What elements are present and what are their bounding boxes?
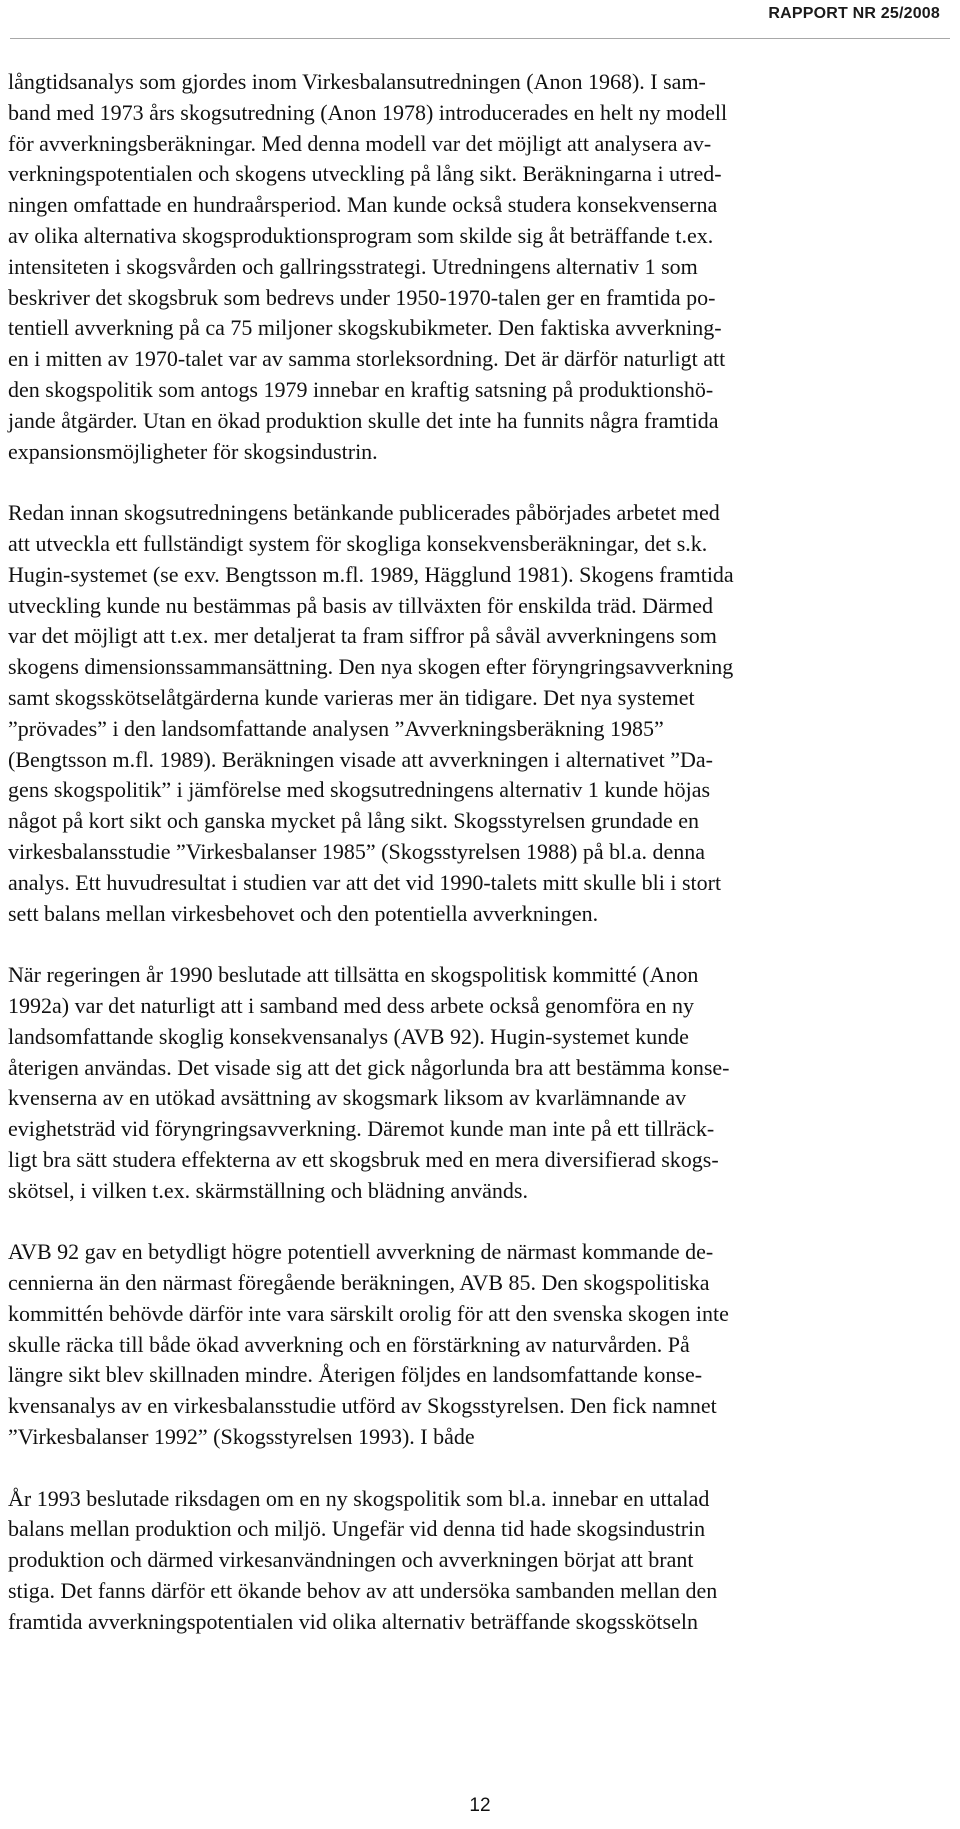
- text-line: ningen omfattade en hundraårsperiod. Man kunde också studera konsekvenserna: [8, 192, 718, 218]
- text-line: längre sikt blev skillnaden mindre. Återigen följdes en landsomfattande konse-: [8, 1362, 703, 1388]
- text-line: ”Virkesbalanser 1992” (Skogsstyrelsen 1993). I både: [8, 1424, 475, 1450]
- text-line: ”prövades” i den landsomfattande analysen ”Avverkningsberäkning 1985”: [8, 715, 664, 741]
- text-line: intensiteten i skogsvården och gallringsstrategi. Utredningens alternativ 1 som: [8, 253, 698, 279]
- text-line: cennierna än den närmast föregående beräkningen, AVB 85. Den skogspolitiska: [8, 1270, 710, 1296]
- text-line: samt skogsskötselåtgärderna kunde varieras mer än tidigare. Det nya systemet: [8, 684, 695, 710]
- text-line: skötsel, i vilken t.ex. skärmställning och blädning används.: [8, 1177, 528, 1203]
- body-text: [8, 67, 948, 1638]
- text-line: band med 1973 års skogsutredning (Anon 1978) introducerades en helt ny modell: [8, 99, 728, 125]
- text-line: virkesbalansstudie ”Virkesbalanser 1985” (Skogsstyrelsen 1988) på bl.a. denna: [8, 838, 705, 864]
- text-line: Redan innan skogsutredningens betänkande publicerades påbörjades arbetet med: [8, 500, 720, 526]
- text-line: När regeringen år 1990 beslutade att tillsätta en skogspolitisk kommitté (Anon: [8, 962, 699, 988]
- text-line: för avverkningsberäkningar. Med denna modell var det möjligt att analysera av-: [8, 130, 712, 156]
- text-line: skogens dimensionssammansättning. Den nya skogen efter föryngringsavverkning: [8, 654, 734, 680]
- text-line: att utveckla ett fullständigt system för skogliga konsekvensberäkningar, det s.k.: [8, 530, 708, 556]
- text-line: gens skogspolitik” i jämförelse med skogsutredningens alternativ 1 kunde höjas: [8, 777, 711, 803]
- text-line: AVB 92 gav en betydligt högre potentiell avverkning de närmast kommande de-: [8, 1239, 714, 1265]
- paragraph: [8, 1484, 948, 1638]
- text-line: var det möjligt att t.ex. mer detaljerat ta fram siffror på såväl avverkningens som: [8, 623, 717, 649]
- text-line: (Bengtsson m.fl. 1989). Beräkningen visade att avverkningen i alternativet ”Da-: [8, 746, 714, 772]
- text-line: långtidsanalys som gjordes inom Virkesbalansutredningen (Anon 1968). I sam-: [8, 69, 706, 94]
- text-line: analys. Ett huvudresultat i studien var att det vid 1990-talets mitt skulle bli i stort: [8, 869, 722, 895]
- text-line: produktion och därmed virkesanvändningen och avverkningen börjat att brant: [8, 1547, 694, 1573]
- text-line: stiga. Det fanns därför ett ökande behov av att undersöka sambanden mellan den: [8, 1578, 718, 1604]
- text-line: återigen användas. Det visade sig att det gick någorlunda bra att bestämma konse-: [8, 1054, 730, 1080]
- text-line: kommittén behövde därför inte vara särskilt orolig för att den svenska skogen inte: [8, 1300, 729, 1326]
- text-line: landsomfattande skoglig konsekvensanalys (AVB 92). Hugin-systemet kunde: [8, 1023, 689, 1049]
- paragraph: [8, 67, 948, 467]
- text-line: sett balans mellan virkesbehovet och den potentiella avverkningen.: [8, 900, 599, 926]
- report-header: RAPPORT NR 25/2008: [768, 5, 940, 22]
- text-line: av olika alternativa skogsproduktionsprogram som skilde sig åt beträffande t.ex.: [8, 222, 714, 248]
- text-line: något på kort sikt och ganska mycket på lång sikt. Skogsstyrelsen grundade en: [8, 808, 700, 834]
- text-line: evighetsträd vid föryngringsavverkning. Däremot kunde man inte på ett tillräck-: [8, 1116, 715, 1142]
- text-line: tentiell avverkning på ca 75 miljoner skogskubikmeter. Den faktiska avverkning-: [8, 315, 722, 341]
- text-line: kvenserna av en utökad avsättning av skogsmark liksom av kvarlämnande av: [8, 1085, 687, 1111]
- text-line: en i mitten av 1970-talet var av samma storleksordning. Det är därför naturligt att: [8, 346, 726, 372]
- text-line: skulle räcka till både ökad avverkning och en förstärkning av naturvården. På: [8, 1331, 690, 1357]
- text-line: balans mellan produktion och miljö. Ungefär vid denna tid hade skogsindustrin: [8, 1516, 706, 1542]
- text-line: utveckling kunde nu bestämmas på basis av tillväxten för enskilda träd. Därmed: [8, 592, 714, 618]
- paragraph: [8, 1237, 948, 1453]
- text-line: Hugin-systemet (se exv. Bengtsson m.fl. 1989, Hägglund 1981). Skogens framtida: [8, 561, 734, 587]
- text-line: jande åtgärder. Utan en ökad produktion skulle det inte ha funnits några framtida: [8, 407, 719, 433]
- paragraph: [8, 498, 948, 929]
- text-line: beskriver det skogsbruk som bedrevs under 1950-1970-talen ger en framtida po-: [8, 284, 716, 310]
- text-line: framtida avverkningspotentialen vid olika alternativ beträffande skogsskötseln: [8, 1608, 698, 1634]
- text-line: kvensanalys av en virkesbalansstudie utförd av Skogsstyrelsen. Den fick namnet: [8, 1393, 717, 1419]
- text-line: 1992a) var det naturligt att i samband med dess arbete också genomföra en ny: [8, 992, 695, 1018]
- text-line: År 1993 beslutade riksdagen om en ny skogspolitik som bl.a. innebar en uttalad: [8, 1485, 710, 1511]
- header-divider: [10, 38, 950, 39]
- text-line: verkningspotentialen och skogens utveckling på lång sikt. Beräkningarna i utred-: [8, 161, 722, 187]
- text-line: ligt bra sätt studera effekterna av ett skogsbruk med en mera diversifierad skogs-: [8, 1146, 719, 1172]
- page-number: 12: [469, 1795, 491, 1816]
- text-line: den skogspolitik som antogs 1979 innebar en kraftig satsning på produktionshö-: [8, 376, 714, 402]
- text-line: expansionsmöjligheter för skogsindustrin.: [8, 438, 378, 464]
- paragraph: [8, 960, 948, 1206]
